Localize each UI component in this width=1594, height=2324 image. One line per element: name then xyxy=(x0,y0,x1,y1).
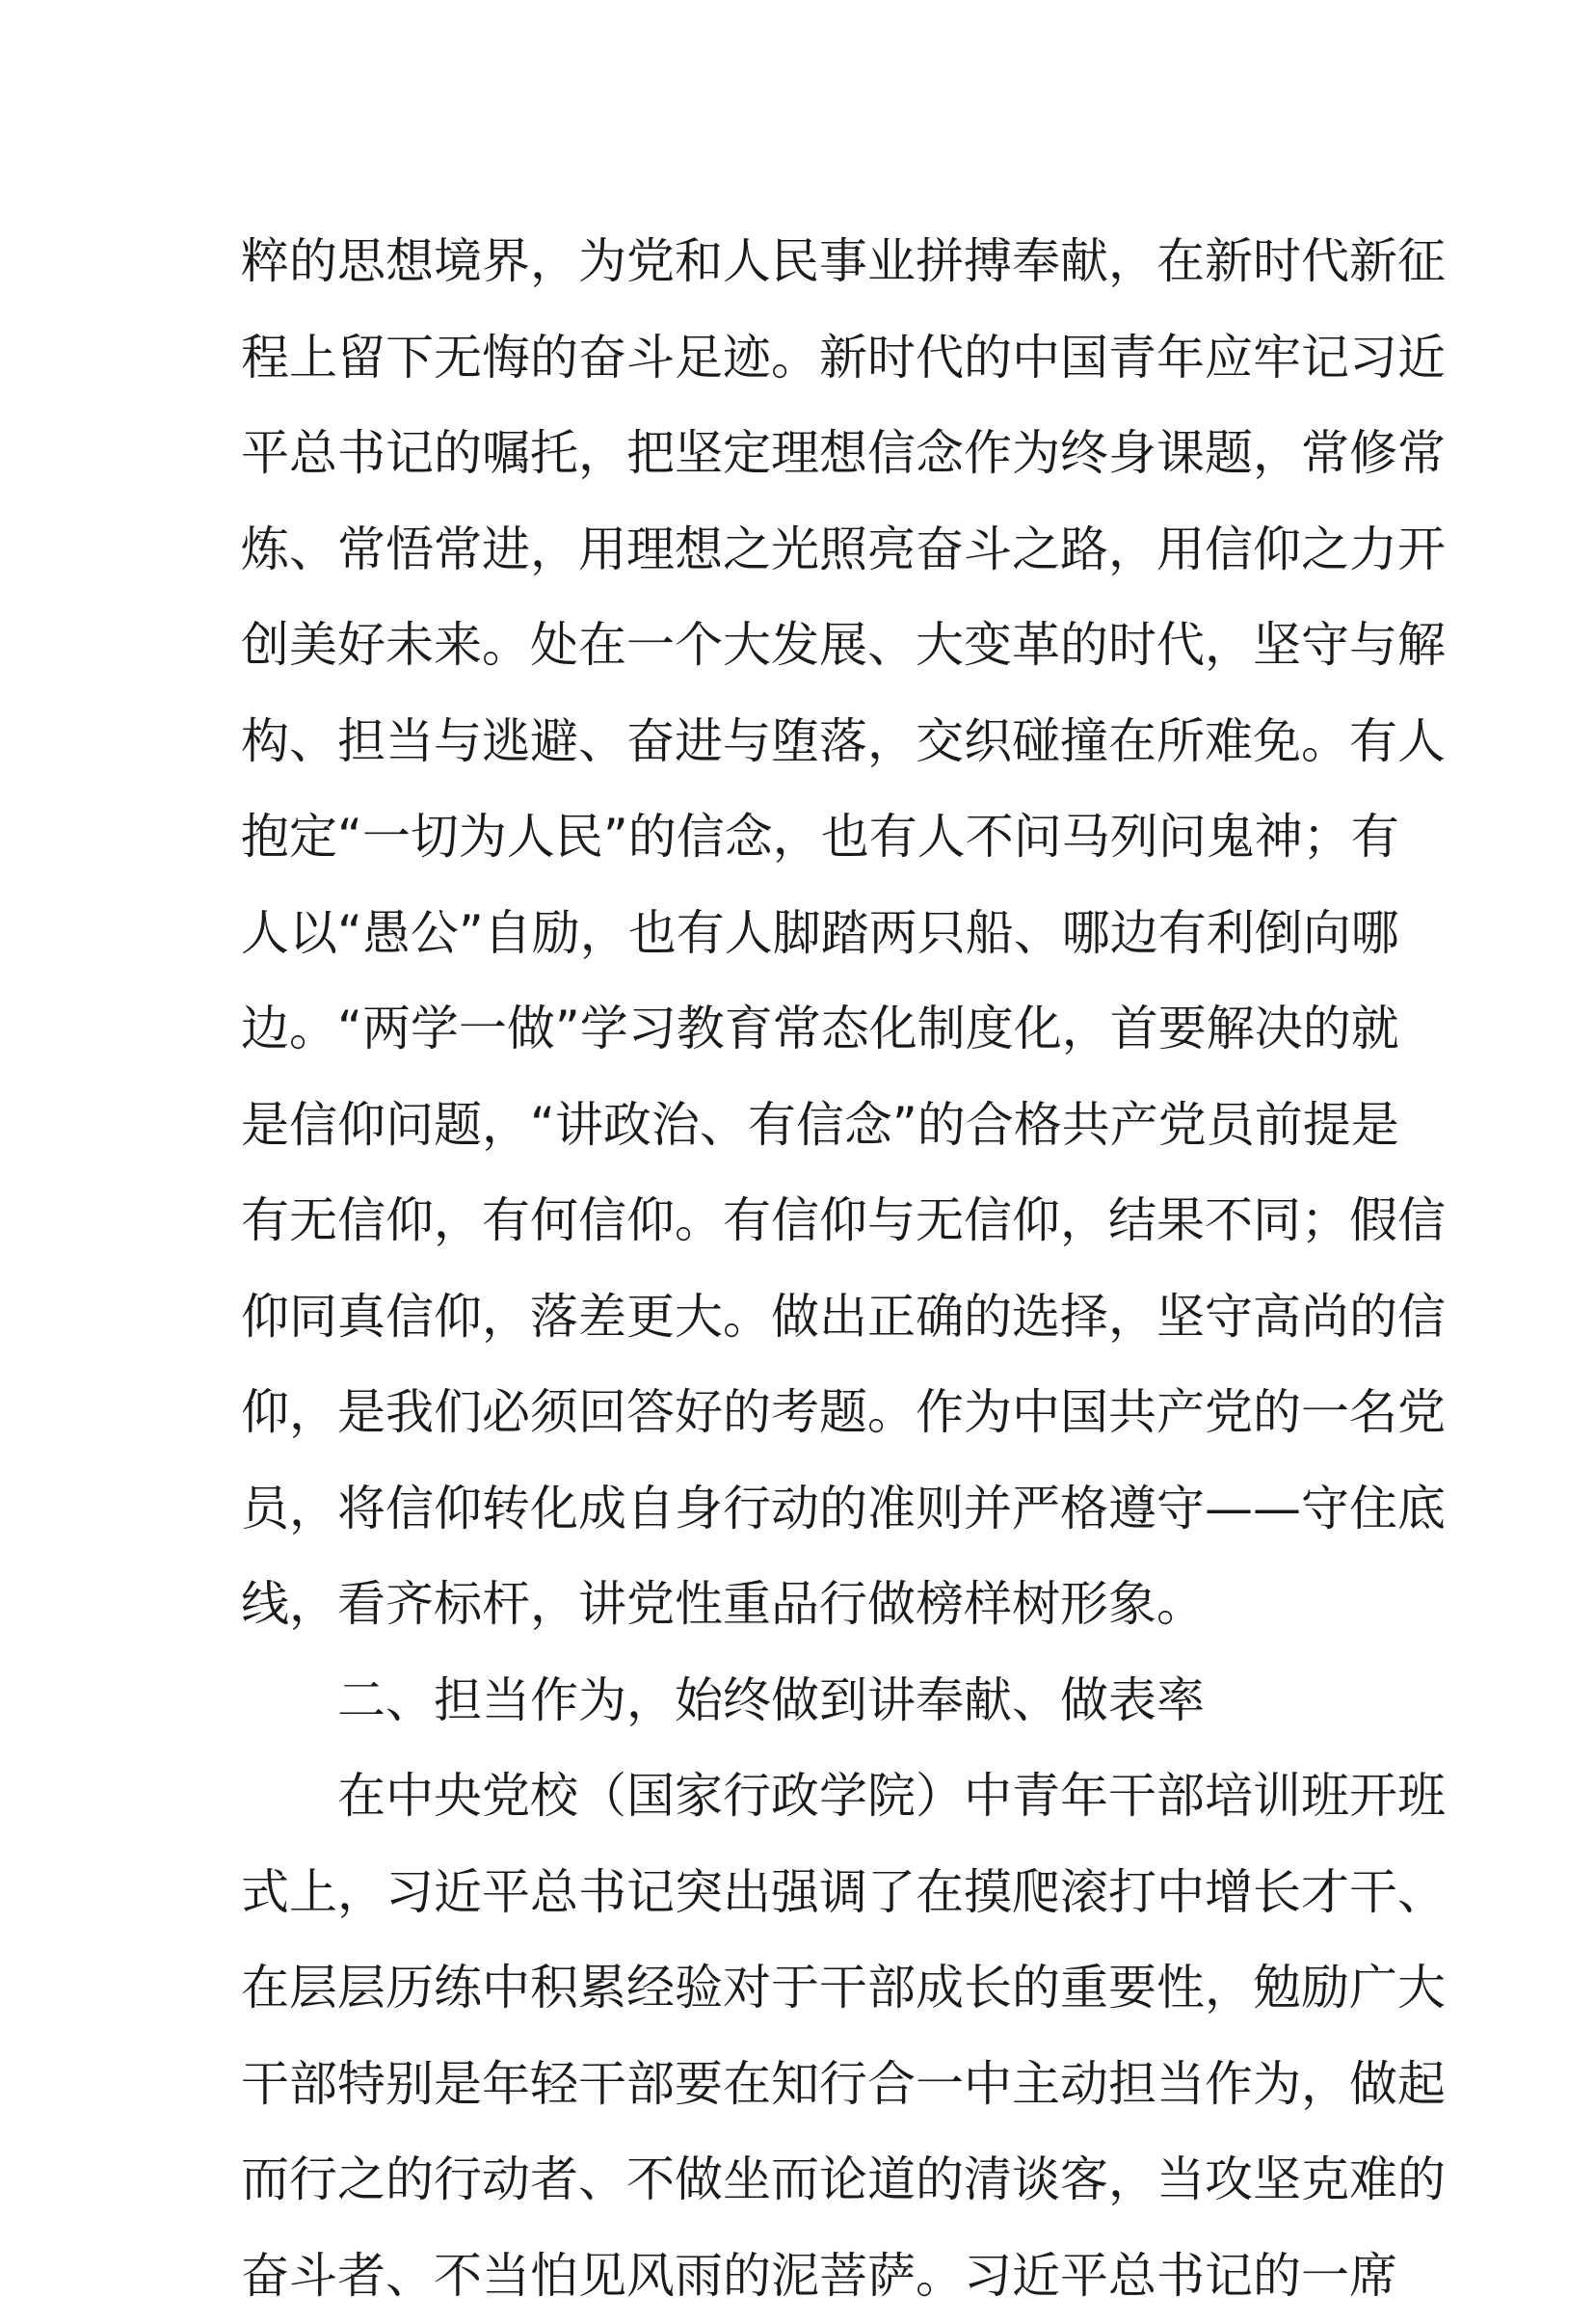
text-line: 边。“两学一做”学习教育常态化制度化，首要解决的就 xyxy=(241,981,1359,1078)
text-line: 仰同真信仰，落差更大。做出正确的选择，坚守高尚的信 xyxy=(241,1269,1359,1366)
text-line: 构、担当与逃避、奋进与堕落，交织碰撞在所难免。有人 xyxy=(241,694,1359,790)
text-line: 是信仰问题，“讲政治、有信念”的合格共产党员前提是 xyxy=(241,1078,1359,1174)
text-line: 仰，是我们必须回答好的考题。作为中国共产党的一名党 xyxy=(241,1365,1359,1461)
text-line: 而行之的行动者、不做坐而论道的清谈客，当攻坚克难的 xyxy=(241,2132,1359,2229)
text-line: 抱定“一切为人民”的信念，也有人不问马列问鬼神；有 xyxy=(241,789,1359,886)
text-line: 程上留下无悔的奋斗足迹。新时代的中国青年应牢记习近 xyxy=(241,310,1359,407)
text-line: 人以“愚公”自励，也有人脚踏两只船、哪边有利倒向哪 xyxy=(241,886,1359,982)
text-line: 式上，习近平总书记突出强调了在摸爬滚打中增长才干、 xyxy=(241,1845,1359,1941)
body-text xyxy=(241,214,1359,2324)
text-line: 线，看齐标杆，讲党性重品行做榜样树形象。 xyxy=(241,1557,1359,1653)
text-line: 平总书记的嘱托，把坚定理想信念作为终身课题，常修常 xyxy=(241,406,1359,502)
section-heading: 二、担当作为，始终做到讲奉献、做表率 xyxy=(241,1653,1359,1750)
text-line: 创美好未来。处在一个大发展、大变革的时代，坚守与解 xyxy=(241,598,1359,694)
text-line: 有无信仰，有何信仰。有信仰与无信仰，结果不同；假信 xyxy=(241,1173,1359,1269)
text-line: 粹的思想境界，为党和人民事业拼搏奉献，在新时代新征 xyxy=(241,214,1359,310)
text-line: 炼、常悟常进，用理想之光照亮奋斗之路，用信仰之力开 xyxy=(241,502,1359,599)
text-line: 员，将信仰转化成自身行动的准则并严格遵守——守住底 xyxy=(241,1461,1359,1558)
text-line: 在中央党校（国家行政学院）中青年干部培训班开班 xyxy=(241,1749,1359,1845)
text-line: 干部特别是年轻干部要在知行合一中主动担当作为，做起 xyxy=(241,2037,1359,2133)
text-line: 在层层历练中积累经验对于干部成长的重要性，勉励广大 xyxy=(241,1940,1359,2037)
text-line: 奋斗者、不当怕见风雨的泥菩萨。习近平总书记的一席 xyxy=(241,2229,1359,2324)
